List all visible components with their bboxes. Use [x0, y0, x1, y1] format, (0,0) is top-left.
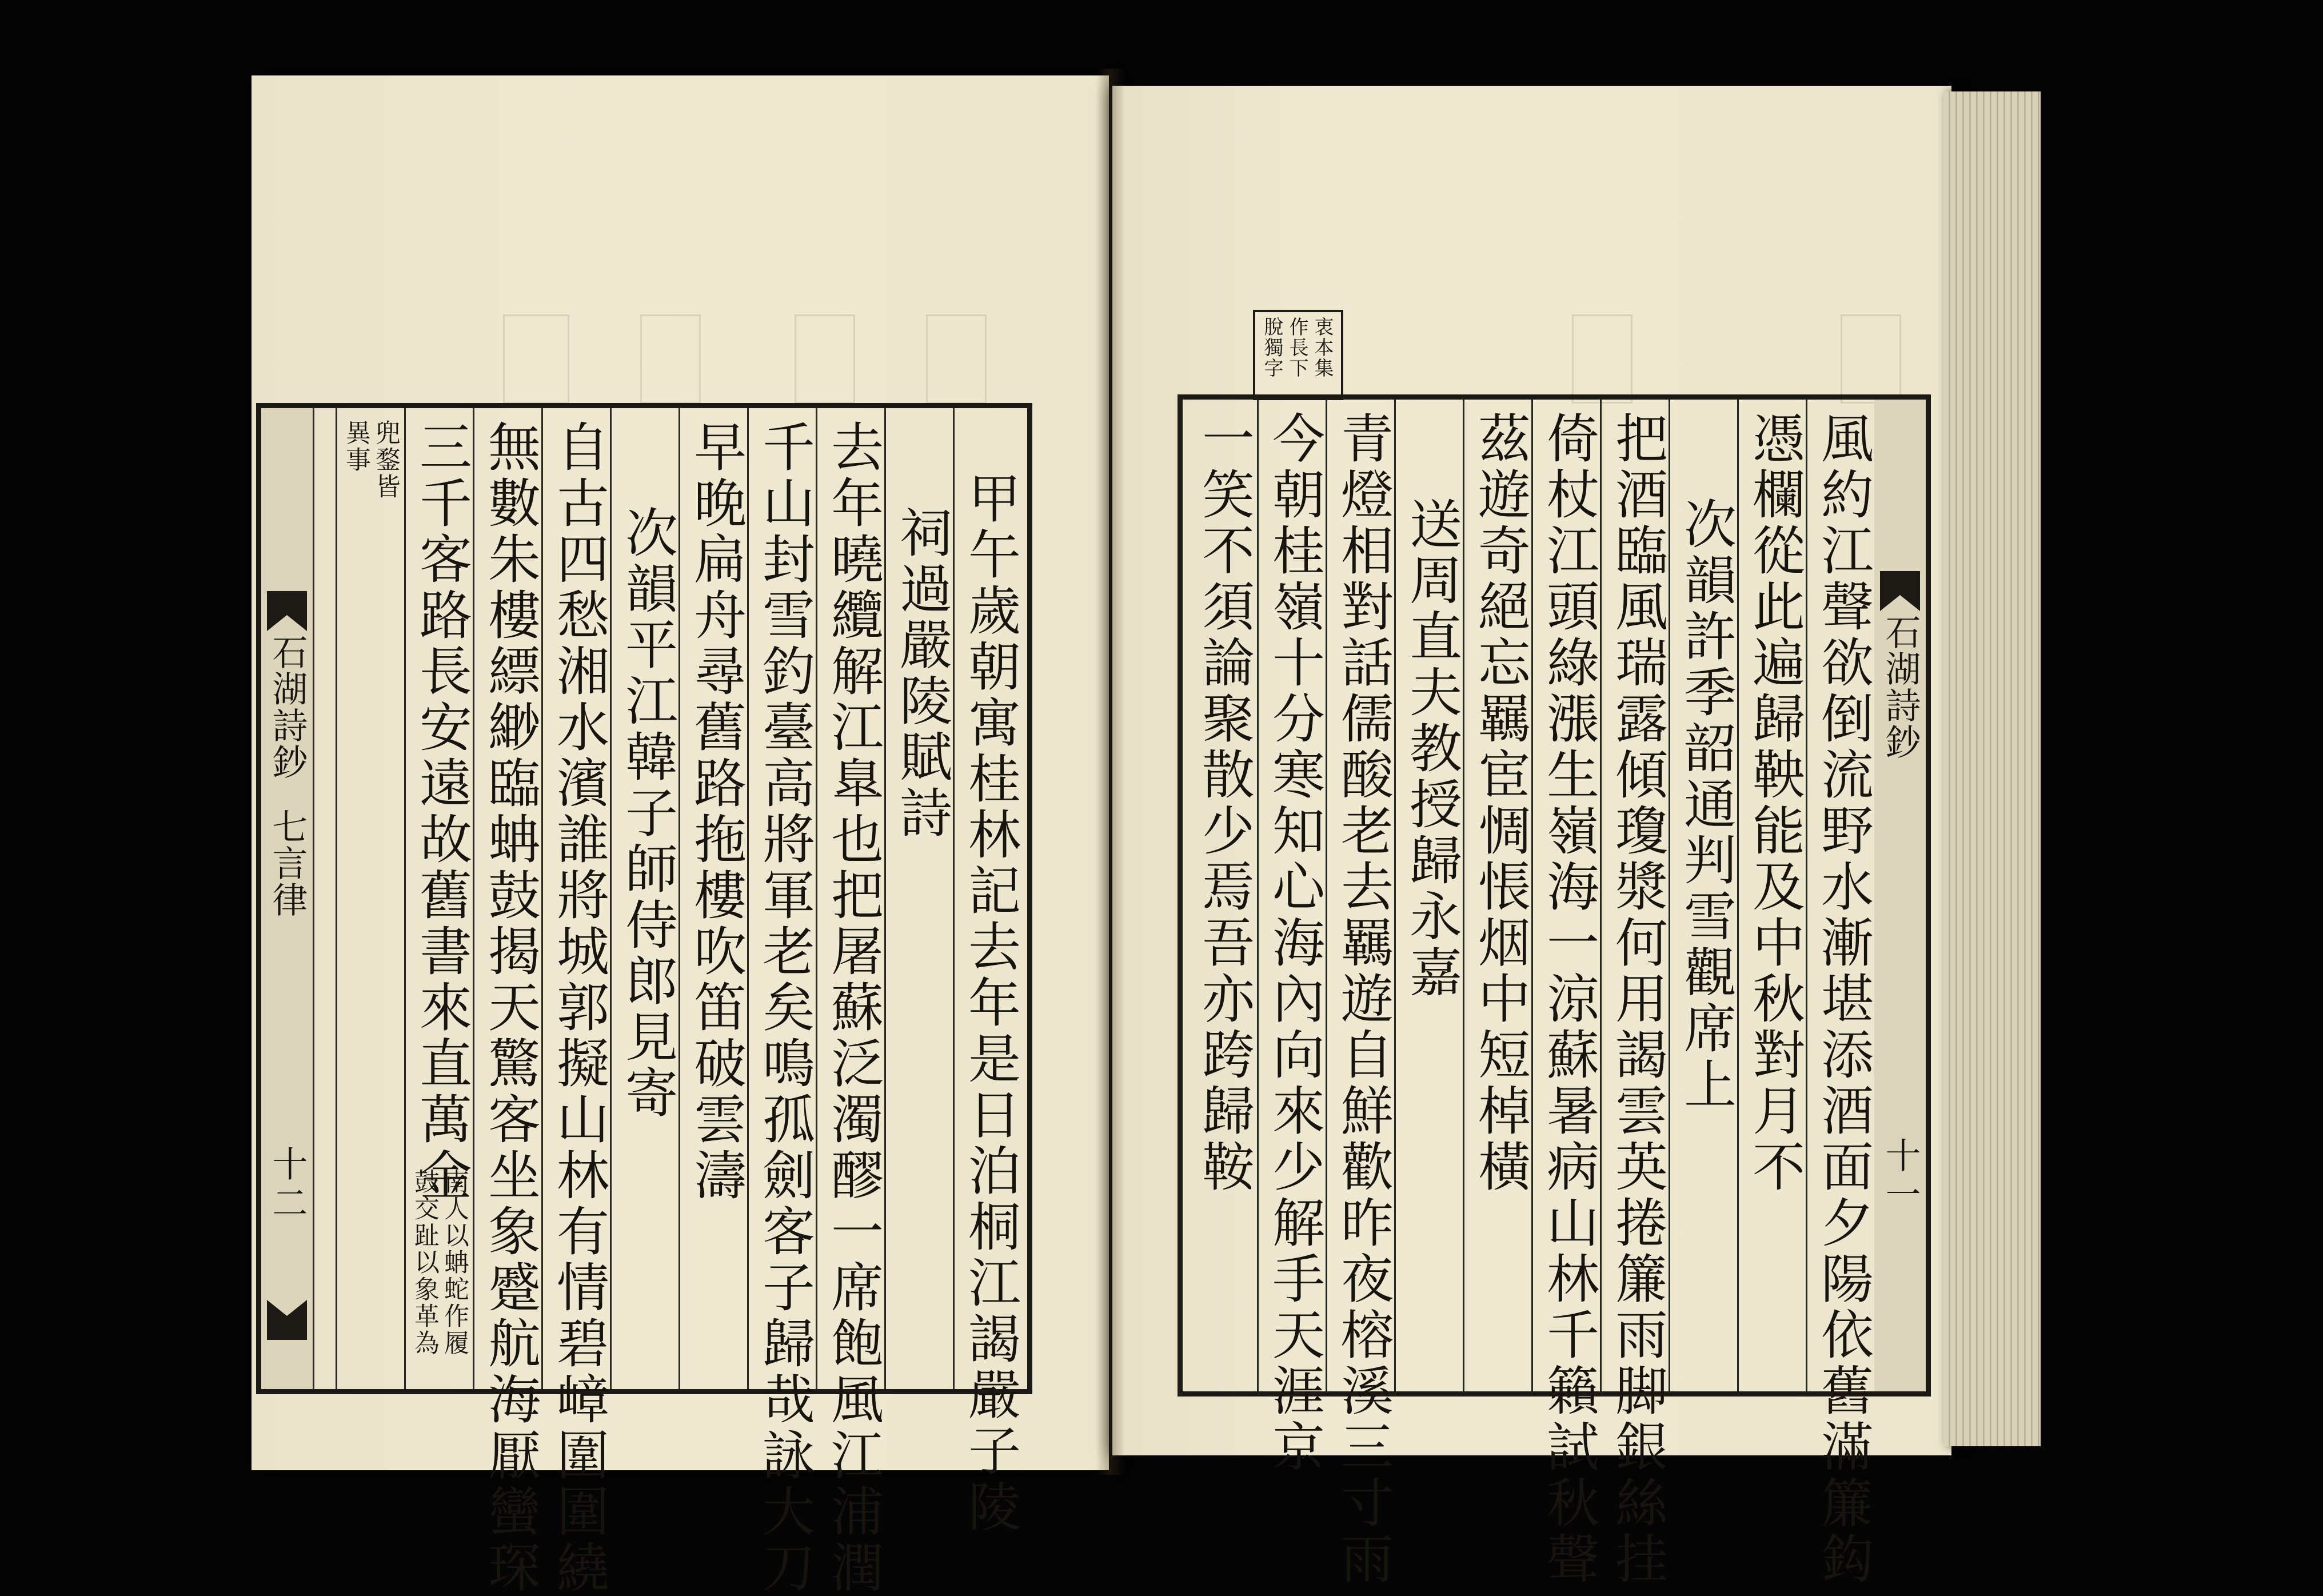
text-column — [473, 408, 543, 1596]
column-text: 一笑不須論聚散少焉吾亦跨歸鞍 — [1194, 411, 1255, 1195]
show-through-stamp — [795, 314, 855, 404]
text-column — [816, 408, 886, 1596]
column-text: 憑欄從此遍歸鞅能及中秋對月不 — [1744, 411, 1805, 1195]
show-through-stamp — [640, 314, 701, 404]
fore-edge-page-number: 十二 — [266, 1146, 308, 1223]
text-column — [1394, 400, 1464, 1391]
column-text: 甲午歲朝寓桂林記去年是日泊桐江謁嚴子陵 — [960, 471, 1021, 1535]
text-column — [1531, 400, 1602, 1587]
column-text: 祠過嚴陵賦詩 — [891, 505, 952, 841]
interlinear-note: 兜鍪皆 — [371, 420, 400, 500]
column-text: 去年曉纜解江臯也把屠蘇泛濁醪一席飽風江浦潤 — [823, 420, 884, 1596]
fore-edge-title: 石湖詩鈔 — [266, 634, 308, 780]
fore-edge-section: 七言律 — [266, 808, 308, 918]
text-column — [541, 408, 612, 1596]
column-text: 三千客路長安遠故舊書來直萬金 — [411, 420, 472, 1204]
fishtail-mark — [267, 591, 307, 631]
column-text: 千山封雪釣臺高將軍老矣鳴孤劍客子歸哉詠大刀 — [754, 420, 815, 1596]
text-column — [1326, 400, 1396, 1587]
text-column — [953, 408, 1023, 1535]
column-text: 把酒臨風瑞露傾瓊漿何用謁雲英捲簾雨脚銀絲挂 — [1607, 411, 1668, 1587]
page-edges — [1943, 91, 2041, 1446]
column-text: 茲遊奇絕忘羈宦惆悵烟中短棹橫 — [1470, 411, 1531, 1195]
text-column — [1737, 400, 1807, 1391]
show-through-stamp — [926, 314, 987, 404]
interlinear-note: 鼓交趾以象革為 — [410, 1168, 439, 1356]
column-text: 無數朱樓縹緲臨蚺鼓揭天驚客坐象蹙航海厭蠻琛 — [480, 420, 541, 1596]
fore-edge-title: 石湖詩鈔 — [1879, 614, 1921, 760]
head-note-line: 脫獨字 — [1260, 317, 1283, 378]
column-rule — [313, 408, 337, 1389]
head-note-line: 作長下 — [1286, 317, 1308, 378]
fishtail-mark — [1880, 571, 1920, 611]
fishtail-mark — [267, 1300, 307, 1340]
fore-edge-column — [261, 408, 313, 1389]
text-column — [678, 408, 749, 1389]
fore-edge-column — [1874, 400, 1926, 1391]
show-through-stamp — [1572, 314, 1633, 404]
head-note-line: 衷本集 — [1311, 317, 1334, 378]
interlinear-note: 異事 — [341, 420, 370, 473]
text-column — [1188, 400, 1257, 1391]
text-column — [610, 408, 680, 1389]
text-column — [1463, 400, 1533, 1391]
left-text-block — [256, 403, 1032, 1596]
column-text: 次韻許季韶通判雪觀席上 — [1675, 497, 1737, 1113]
show-through-stamp — [1841, 314, 1901, 404]
column-text: 風約江聲欲倒流野水漸堪添酒面夕陽依舊滿簾鈎 — [1813, 411, 1874, 1587]
column-text: 倚杖江頭綠漲生嶺海一涼蘇暑病山林千籟試秋聲 — [1538, 411, 1599, 1587]
column-text: 今朝桂嶺十分寒知心海內向來少解手天涯京 — [1264, 411, 1325, 1475]
text-column — [1806, 400, 1876, 1587]
right-text-block — [1178, 394, 1931, 1587]
text-column — [747, 408, 817, 1596]
column-text: 早晚扁舟尋舊路拖樓吹笛破雲濤 — [685, 420, 747, 1204]
column-text: 自古四愁湘水濱誰將城郭擬山林有情碧嶂圍圍繞 — [548, 420, 609, 1596]
fore-edge-page-number: 十一 — [1879, 1137, 1921, 1215]
show-through-stamp — [503, 314, 569, 404]
text-column — [884, 408, 955, 1389]
text-column — [336, 408, 406, 1389]
column-text: 次韻平江韓子師侍郎見寄 — [617, 505, 678, 1122]
text-column — [1600, 400, 1670, 1587]
head-note-box — [1253, 310, 1343, 400]
book-gutter — [1096, 69, 1125, 1475]
text-column — [404, 408, 474, 1389]
column-text: 送周直夫教授歸永嘉 — [1401, 497, 1462, 1001]
text-column — [1257, 400, 1327, 1475]
interlinear-note: 南人以蚺蛇作履 — [440, 1168, 469, 1356]
column-text: 青燈相對話儒酸老去羈遊自鮮歡昨夜榕溪三寸雨 — [1332, 411, 1394, 1587]
text-column — [1669, 400, 1739, 1391]
